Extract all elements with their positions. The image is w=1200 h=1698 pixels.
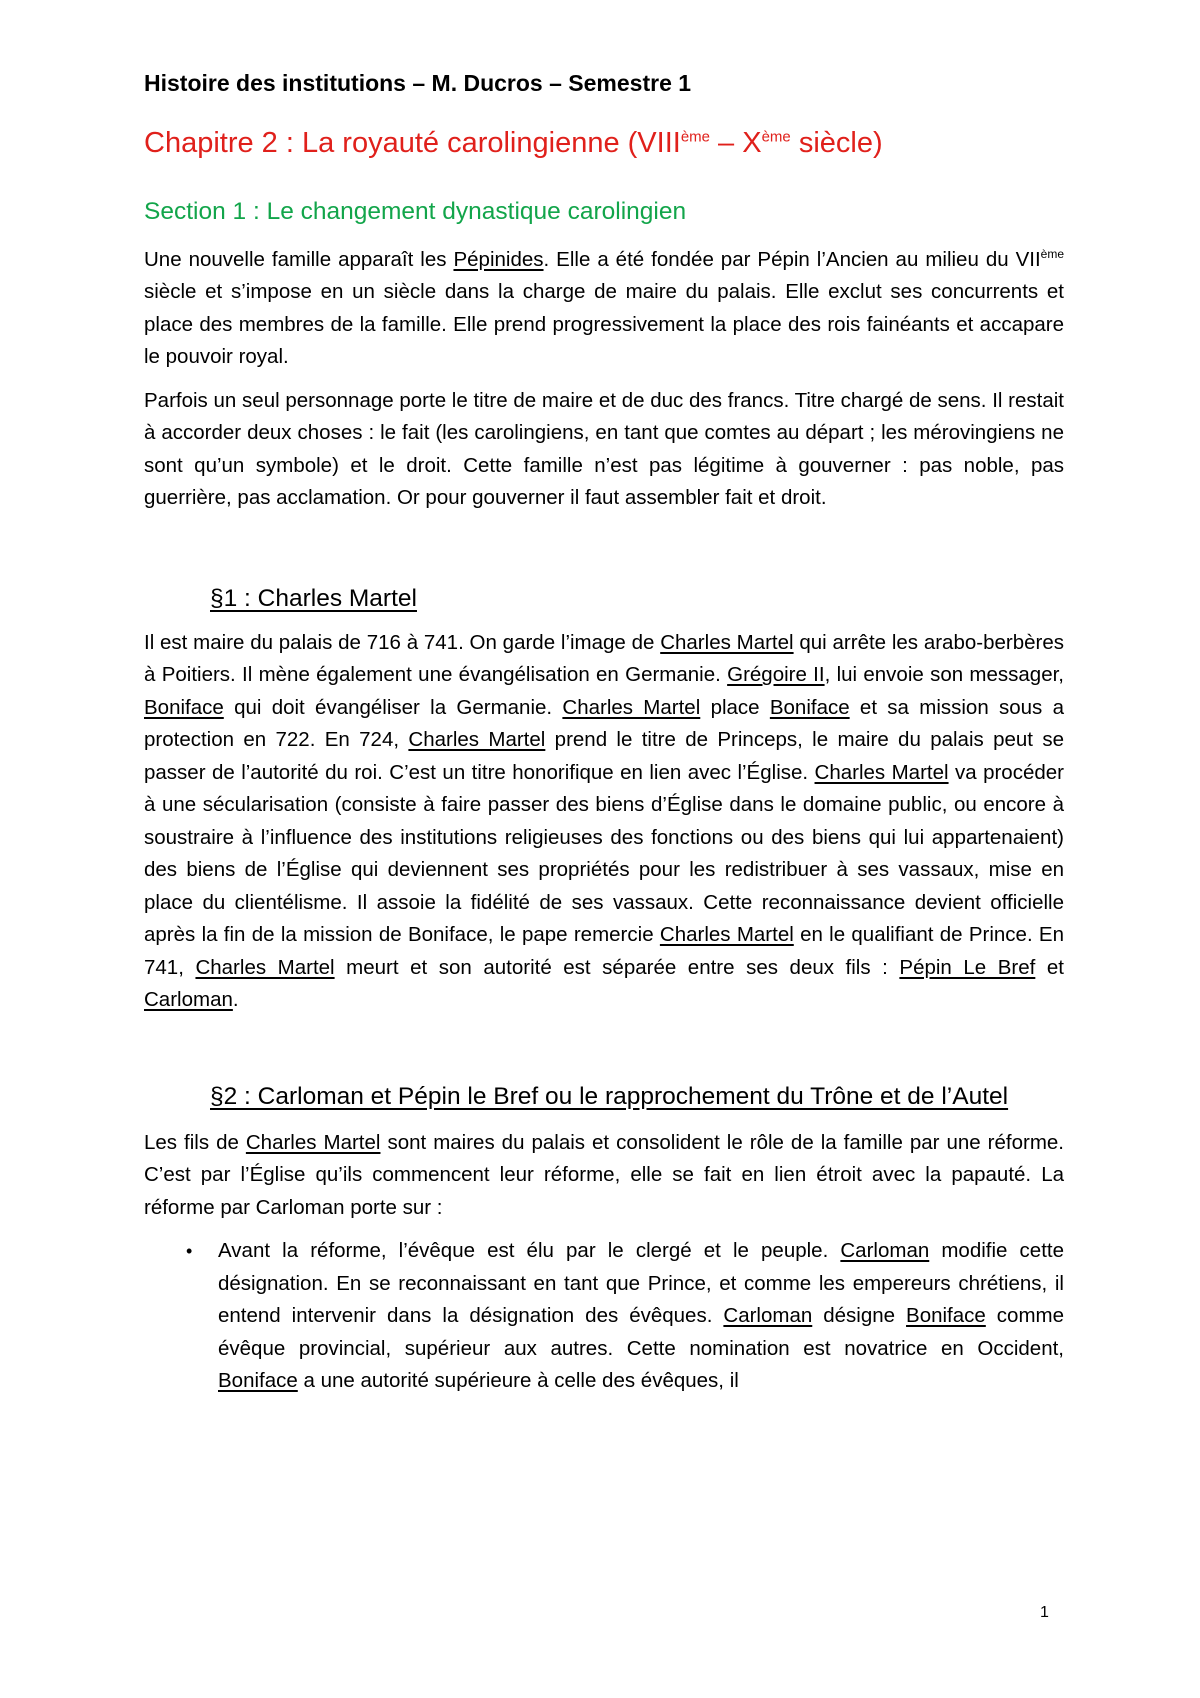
paragraph-charles-martel: Il est maire du palais de 716 à 741. On garde l’image de Charles Martel qui arrête les arabo-berbères à Poitiers. Il mène également une évangélisation en Germanie. Grégoire II, lui envoie son messager, Boniface qui doit évangéliser la Germanie. Charles Martel place Boniface et sa mission sous a protection en 722. En 724, Charles Martel prend le titre de Princeps, le maire du palais peut se passer de l’autorité du roi. C’est un titre honorifique en lien avec l’Église. Charles Martel va procéder à une sécularisation (consiste à faire passer des biens d’Église dans le domaine public, ou encore à soustraire à l’influence des institutions religieuses des fonctions ou des biens qui lui appartenaient) des biens de l’Église qui deviennent ses propriétés pour les redistribuer à ses vassaux, mise en place du clientélisme. Il assoie la fidélité de ses vassaux. Cette reconnaissance devient officielle après la fin de la mission de Boniface, le pape remercie Charles Martel en le qualifiant de Prince. En 741, Charles Martel meurt et son autorité est séparée entre ses deux fils : Pépin Le Bref et Carloman. [144, 630, 1065, 1012]
paragraph-fils-charles-martel: Les fils de Charles Martel sont maires du palais et consolident le rôle de la famille par une réforme. C’est par l’Église qu’ils commencent leur réforme, elle se fait en lien étroit avec la papauté. La réforme par Carloman porte sur : [144, 1130, 1064, 1219]
chapter-title: Chapitre 2 : La royauté carolingienne (VIIIème – Xème siècle) [144, 127, 883, 159]
document-header: Histoire des institutions – M. Ducros – Semestre 1 [144, 70, 692, 96]
paragraph-titre-maire: Parfois un seul personnage porte le titre de maire et de duc des francs. Titre chargé de sens. Il restait à accorder deux choses : le fait (les carolingiens, en tant que comtes au départ ; les mérovingiens ne sont qu’un symbole) et le droit. Cette famille n’est pas légitime à gouverner : pas noble, pas guerrière, pas acclamation. Or pour gouverner il faut assembler fait et droit. [144, 388, 1064, 510]
reform-list [144, 1235, 1064, 1398]
page-content [144, 70, 1064, 1398]
bullet-icon: • [186, 1241, 193, 1262]
section-title: Section 1 : Le changement dynastique carolingien [144, 198, 687, 225]
page-number: 1 [1040, 1604, 1049, 1621]
list-item: • Avant la réforme, l’évêque est élu par le clergé et le peuple. Carloman modifie cette désignation. En se reconnaissant en tant que Prince, et comme les empereurs chrétiens, il entend intervenir dans la désignation des évêques. Carloman désigne Boniface comme évêque provincial, supérieur aux autres. Cette nomination est novatrice en Occident, Boniface a une autorité supérieure à celle des évêques, il [144, 1235, 1064, 1398]
subsection-title-charles-martel: §1 : Charles Martel [210, 584, 417, 612]
paragraph-pepinides: Une nouvelle famille apparaît les Pépinides. Elle a été fondée par Pépin l’Ancien au milieu du VIIème siècle et s’impose en un siècle dans la charge de maire du palais. Elle exclut ses concurrents et place des membres de la famille. Elle prend progressivement la place des rois fainéants et accapare le pouvoir royal. [144, 247, 1064, 369]
subsection-title-carloman-pepin: §2 : Carloman et Pépin le Bref ou le rapprochement du Trône et de l’Autel [210, 1082, 1009, 1110]
